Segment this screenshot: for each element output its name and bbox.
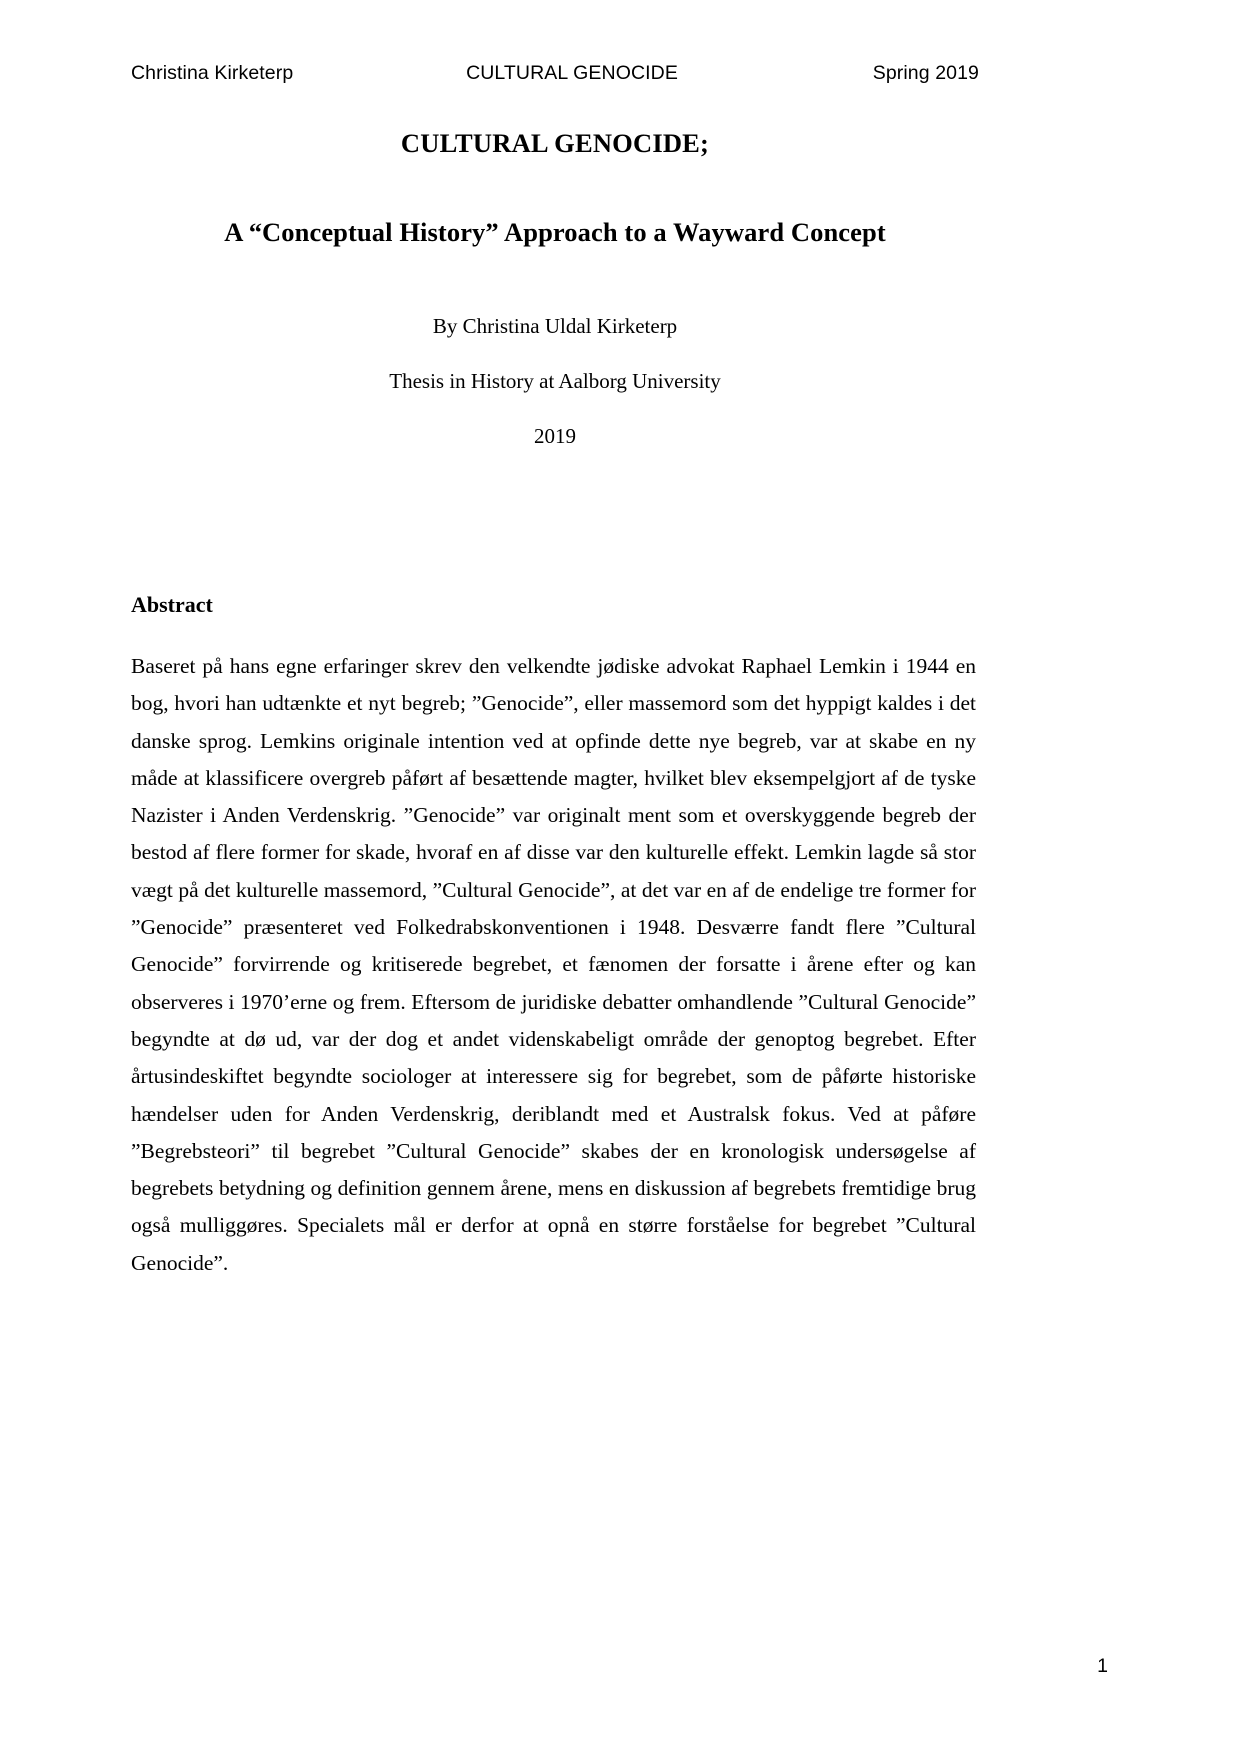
abstract-heading: Abstract [131, 592, 213, 617]
title-block [131, 130, 979, 245]
page-title: CULTURAL GENOCIDE; [400, 128, 710, 158]
byline-block [131, 316, 979, 447]
header-term: Spring 2019 [872, 62, 979, 84]
byline-institution: Thesis in History at Aalborg University [389, 369, 721, 393]
header-title: CULTURAL GENOCIDE [466, 62, 678, 84]
byline-year: 2019 [534, 424, 576, 448]
byline-author: By Christina Uldal Kirketerp [432, 314, 678, 338]
header-author: Christina Kirketerp [131, 62, 294, 84]
running-header [131, 62, 979, 85]
abstract-body-text: Baseret på hans egne erfaringer skrev den velkendte jødiske advokat Raphael Lemkin i 1944 en bog, hvori han udtænkte et nyt begreb; ”Genocide”, eller massemord som det hyppigt kaldes i det danske sprog. Lemkins originale intention ved at opfinde dette nye begreb, var at skabe en ny måde at klassificere overgreb påført af besættende magter, hvilket blev eksempelgjort af de tyske Nazister i Anden Verdenskrig. ”Genocide” var originalt ment som et overskyggende begreb der bestod af flere former for skade, hvoraf en af disse var den kulturelle effekt. Lemkin lagde så stor vægt på det kulturelle massemord, ”Cultural Genocide”, at det var en af de endelige tre former for ”Genocide” præsenteret ved Folkedrabskonventionen i 1948. Desværre fandt flere ”Cultural Genocide” forvirrende og kritiserede begrebet, et fænomen der forsatte i årene efter og kan observeres i 1970’erne og frem. Eftersom de juridiske debatter omhandlende ”Cultural Genocide” begyndte at dø ud, var der dog et andet videnskabeligt område der genoptog begrebet. Efter årtusindeskiftet begyndte sociologer at interessere sig for begrebet, som de påførte historiske hændelser uden for Anden Verdenskrig, deriblandt med et Australsk fokus. Ved at påføre ”Begrebsteori” til begrebet ”Cultural Genocide” skabes der en kronologisk undersøgelse af begrebets betydning og definition gennem årene, mens en diskussion af begrebets fremtidige brug også mulliggøres. Specialets mål er derfor at opnå en større forståelse for begrebet ”Cultural Genocide”. [131, 654, 976, 1275]
page-number: 1 [1097, 1654, 1108, 1677]
page-subtitle: A “Conceptual History” Approach to a Wayward Concept [224, 216, 886, 247]
